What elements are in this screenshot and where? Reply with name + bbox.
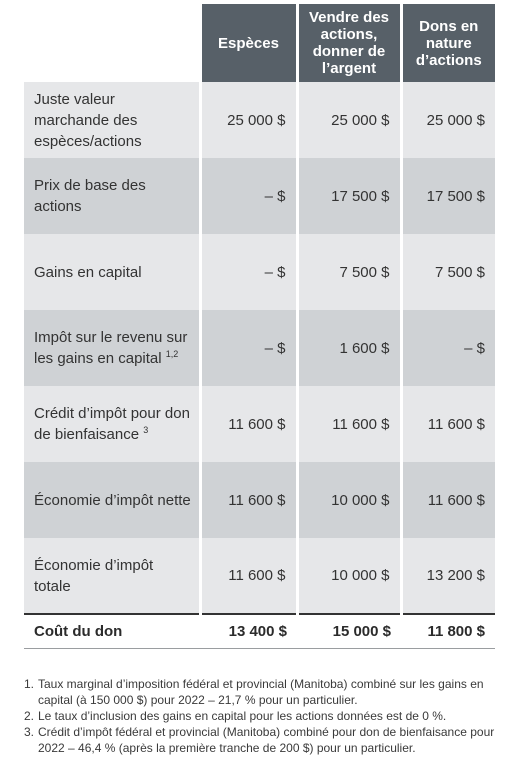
table-row (24, 234, 495, 310)
donation-comparison-table-wrap (24, 4, 495, 649)
row-label: Économie d’impôt totale (24, 538, 200, 614)
row-label: Impôt sur le revenu sur les gains en capital $^{1,2}$ (24, 310, 200, 386)
cell-especes: – $ (200, 158, 297, 234)
total-especes: 13 400 $ (200, 614, 297, 648)
cell-dons-nature: 7 500 $ (401, 234, 495, 310)
cell-vendre-actions: 11 600 $ (297, 386, 401, 462)
cell-especes: 11 600 $ (200, 462, 297, 538)
footnotes (24, 676, 514, 756)
table-row (24, 538, 495, 614)
cell-vendre-actions: 25 000 $ (297, 82, 401, 158)
footnote-number: 3. (24, 725, 35, 739)
cell-dons-nature: 25 000 $ (401, 82, 495, 158)
footnote-ref: 1,2 (165, 349, 179, 359)
footnote-number: 1. (24, 677, 35, 691)
row-label: Crédit d’impôt pour don de bienfaisance $^3$ (24, 386, 200, 462)
cell-vendre-actions: 10 000 $ (297, 538, 401, 614)
cell-especes: 11 600 $ (200, 538, 297, 614)
table-row (24, 386, 495, 462)
footnote-text: Taux marginal d’imposition fédéral et provincial (Manitoba) combiné sur les gains en capital (à 150 000 $) pour 2022 – 21,7 % pour un particulier. (38, 677, 484, 707)
cell-especes: – $ (200, 234, 297, 310)
row-label: Prix de base des actions (24, 158, 200, 234)
table-row (24, 310, 495, 386)
footnote-item (24, 724, 514, 756)
footnote-item (24, 708, 514, 724)
cell-especes: 11 600 $ (200, 386, 297, 462)
table-row (24, 158, 495, 234)
header-vendre-actions: Vendre des actions, donner de l’argent (297, 4, 401, 82)
cell-vendre-actions: 7 500 $ (297, 234, 401, 310)
header-blank-cell (24, 4, 200, 82)
cell-vendre-actions: 10 000 $ (297, 462, 401, 538)
total-vendre-actions: 15 000 $ (297, 614, 401, 648)
donation-comparison-table (24, 4, 495, 649)
cell-dons-nature: – $ (401, 310, 495, 386)
table-row (24, 462, 495, 538)
total-row (24, 614, 495, 648)
cell-dons-nature: 13 200 $ (401, 538, 495, 614)
footnote-number: 2. (24, 709, 35, 723)
footnote-text: Crédit d’impôt fédéral et provincial (Manitoba) combiné pour don de bienfaisance pour 2022 – 46,4 % (après la première tranche de 200 $) pour un particulier. (38, 725, 495, 755)
cell-vendre-actions: 1 600 $ (297, 310, 401, 386)
footnote-item (24, 676, 514, 708)
row-label: Gains en capital (24, 234, 200, 310)
cell-dons-nature: 11 600 $ (401, 462, 495, 538)
cell-dons-nature: 17 500 $ (401, 158, 495, 234)
table-header-row (24, 4, 495, 82)
cell-especes: – $ (200, 310, 297, 386)
footnote-text: Le taux d’inclusion des gains en capital pour les actions données est de 0 %. (38, 709, 447, 723)
total-dons-nature: 11 800 $ (401, 614, 495, 648)
header-especes: Espèces (200, 4, 297, 82)
header-dons-nature: Dons en nature d’actions (401, 4, 495, 82)
total-label: Coût du don (24, 614, 200, 648)
footnote-ref: 3 (143, 425, 149, 435)
table-row (24, 82, 495, 158)
row-label: Économie d’impôt nette (24, 462, 200, 538)
row-label: Juste valeur marchande des espèces/actions (24, 82, 200, 158)
cell-dons-nature: 11 600 $ (401, 386, 495, 462)
cell-especes: 25 000 $ (200, 82, 297, 158)
cell-vendre-actions: 17 500 $ (297, 158, 401, 234)
